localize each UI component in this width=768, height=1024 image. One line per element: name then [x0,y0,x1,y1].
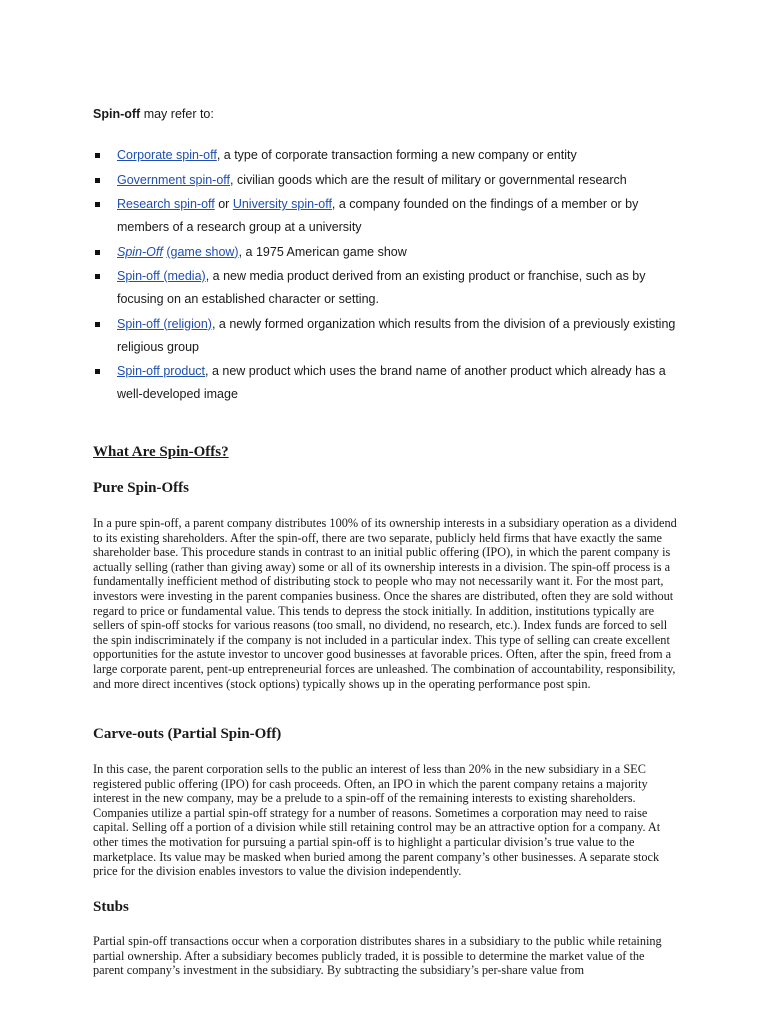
section-heading-main: What Are Spin-Offs? [93,444,229,460]
list-item-link[interactable]: Research spin-off [117,197,215,211]
list-item-text: , civilian goods which are the result of military or governmental research [230,172,627,187]
bullet-icon [95,178,100,183]
list-item [93,169,683,192]
list-item-text: , a newly formed organization which results from the division of a previously existing religious group [117,316,676,354]
list-item-link[interactable]: Spin-off (media) [117,269,206,283]
list-item [93,144,683,167]
list-item [93,241,683,264]
list-item-text: , a company founded on the findings of a member or by members of a research group at a university [117,197,639,234]
paragraph-pure: In a pure spin-off, a parent company distributes 100% of its ownership interests in a subsidiary operation as a dividend to its existing shareholders. After the spin-off, there are two separate, publicly held firms that have exactly the same shareholder base. This procedure stands in contrast to an initial public offering (IPO), in which the parent company is actually selling (rather than giving away) some or all of its ownership interests in a division. The spin-off process is a fundamentally inefficient method of distributing stock to people who may not necessarily want it. For the most part, investors were investing in the parent companies business. Once the shares are distributed, often they are sold without regard to price or fundamental value. This tends to depress the stock initially. In addition, institutions typically are sellers of spin-off stocks for various reasons (too small, no dividend, no research, etc.). Index funds are forced to sell the spin indiscriminately if the company is not included in a particular index. This type of selling can create excellent opportunities for the astute investor to uncover good businesses at favorable prices. Often, after the spin, freed from a large corporate parent, pent-up entrepreneurial forces are unleashed. The combination of accountability, responsibility, and more direct incentives (stock options) typically shows up in the operating performance post spin. [93,516,677,691]
list-item [93,265,683,311]
section-heading-stubs: Stubs [93,899,129,915]
section-heading-pure: Pure Spin-Offs [93,480,189,496]
intro-term: Spin-off [93,107,141,121]
bullet-icon [95,250,100,255]
bullet-icon [95,153,100,158]
paragraph-carve-outs: In this case, the parent corporation sells to the public an interest of less than 20% in the new subsidiary in a SEC registered public offering (IPO) for cash proceeds. Often, an IPO in which the parent company retains a majority interest in the new company, may be a prelude to a spin-off of the remaining interests to existing shareholders. Companies utilize a partial spin-off strategy for a number of reasons. Sometimes a corporation may need to raise capital. Selling off a portion of a division while still retaining control may be an attractive option for a company. At other times the motivation for pursuing a partial spin-off is to highlight a particular division’s true value to the marketplace. Its value may be masked when buried among the parent company’s other businesses. A separate stock price for the division enables investors to value the division independently. [93,762,661,879]
list-item-text: , a new product which uses the brand name of another product which already has a well-developed image [117,364,666,401]
list-item [93,193,683,239]
bullet-icon [95,274,100,279]
list-item-connector: or [214,197,233,211]
list-item-link-italic: Spin-Off [117,244,163,259]
bullet-icon [95,202,100,207]
list-item-text: , a type of corporate transaction forming a new company or entity [216,148,577,162]
list-item [93,313,683,359]
paragraph-stubs: Partial spin-off transactions occur when a corporation distributes shares in a subsidiary to the public while retaining partial ownership. After a subsidiary becomes publicly traded, it is possible to determine the market value of the parent company’s investment in the subsidiary. By subtracting the subsidiary’s per-share value from [93,934,662,978]
list-item-link-secondary[interactable]: University spin-off [232,197,332,211]
list-item-link[interactable]: Government spin-off [117,172,231,187]
list-item-text: , a 1975 American game show [238,244,407,259]
intro-line [93,107,214,121]
list-item-link[interactable] [117,245,163,259]
list-item-link[interactable]: Corporate spin-off [117,148,217,162]
bullet-icon [95,322,100,327]
list-item [93,360,683,406]
list-item-link-secondary[interactable]: (game show) [166,244,239,259]
list-item-text: , a new media product derived from an existing product or franchise, such as by focusing on an established character or setting. [117,269,646,306]
list-item-link[interactable]: Spin-off product [117,364,206,378]
list-item-link[interactable]: Spin-off (religion) [117,316,212,331]
disambiguation-list [93,144,683,408]
section-heading-carve-outs: Carve-outs (Partial Spin-Off) [93,726,282,742]
intro-rest: may refer to: [140,107,214,121]
bullet-icon [95,369,100,374]
